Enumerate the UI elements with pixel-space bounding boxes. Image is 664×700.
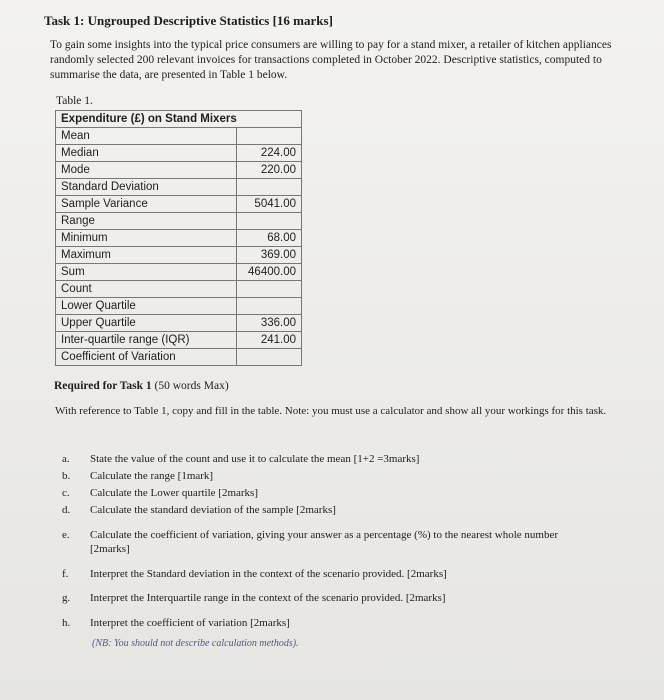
question-letter: e. — [62, 529, 70, 541]
question-letter: a. — [62, 453, 70, 465]
row-label-iqr: Inter-quartile range (IQR) — [56, 332, 237, 349]
table-row — [56, 196, 302, 213]
row-label-mean: Mean — [56, 128, 237, 145]
question-text: State the value of the count and use it to calculate the mean [1+2 =3marks] — [90, 453, 420, 465]
required-title-rest: (50 words Max) — [151, 380, 229, 392]
question-letter: b. — [62, 470, 71, 482]
table-row — [56, 162, 302, 179]
table-caption: Table 1. — [56, 95, 93, 107]
statistics-table — [55, 110, 302, 366]
table-row — [56, 128, 302, 145]
row-value-variance: 5041.00 — [237, 196, 302, 213]
table-row — [56, 349, 302, 366]
table-row — [56, 247, 302, 264]
table-row — [56, 298, 302, 315]
question-letter: g. — [62, 592, 71, 604]
calculation-note: (NB: You should not describe calculation methods). — [92, 638, 299, 649]
task-intro: To gain some insights into the typical price consumers are willing to pay for a stand mixer, a retailer of kitchen appliances randomly selected 200 relevant invoices for transactions completed in October 2022. Descriptive statistics, computed to summarise the data, are presented in Table 1 below. — [50, 39, 612, 81]
question-text: Calculate the Lower quartile [2marks] — [90, 487, 258, 499]
row-label-upper-quartile: Upper Quartile — [56, 315, 237, 332]
row-value-range — [237, 213, 302, 230]
row-label-sum: Sum — [56, 264, 237, 281]
row-label-mode: Mode — [56, 162, 237, 179]
table-header: Expenditure (£) on Stand Mixers — [56, 111, 302, 128]
row-label-lower-quartile: Lower Quartile — [56, 298, 237, 315]
question-text: Interpret the coefficient of variation [2marks] — [90, 617, 290, 629]
row-label-variance: Sample Variance — [56, 196, 237, 213]
question-e — [62, 528, 622, 558]
table-row — [56, 213, 302, 230]
required-title-bold: Required for Task 1 — [54, 380, 152, 392]
table-row — [56, 264, 302, 281]
row-value-maximum: 369.00 — [237, 247, 302, 264]
table-row — [56, 315, 302, 332]
row-value-upper-quartile: 336.00 — [237, 315, 302, 332]
row-label-median: Median — [56, 145, 237, 162]
row-label-count: Count — [56, 281, 237, 298]
question-text: Calculate the coefficient of variation, giving your answer as a percentage (%) to the nearest whole number [2marks] — [90, 529, 559, 555]
row-value-mean — [237, 128, 302, 145]
row-label-cv: Coefficient of Variation — [56, 349, 237, 366]
question-text: Calculate the standard deviation of the sample [2marks] — [90, 504, 336, 516]
row-label-maximum: Maximum — [56, 247, 237, 264]
table-header-row — [56, 111, 302, 128]
table-row — [56, 281, 302, 298]
table-row — [56, 332, 302, 349]
question-letter: c. — [62, 487, 70, 499]
row-value-cv — [237, 349, 302, 366]
question-letter: f. — [62, 568, 69, 580]
row-label-std-dev: Standard Deviation — [56, 179, 237, 196]
required-instructions: With reference to Table 1, copy and fill in the table. Note: you must use a calculator and show all your workings for this task. — [55, 405, 607, 417]
row-value-iqr: 241.00 — [237, 332, 302, 349]
table-row — [56, 145, 302, 162]
row-value-median: 224.00 — [237, 145, 302, 162]
row-label-range: Range — [56, 213, 237, 230]
task-title: Task 1: Ungrouped Descriptive Statistics [16 marks] — [44, 13, 333, 28]
row-value-minimum: 68.00 — [237, 230, 302, 247]
row-value-lower-quartile — [237, 298, 302, 315]
table-row — [56, 230, 302, 247]
required-title — [54, 380, 229, 392]
row-value-std-dev — [237, 179, 302, 196]
question-letter: d. — [62, 504, 71, 516]
row-value-sum: 46400.00 — [237, 264, 302, 281]
question-text: Interpret the Interquartile range in the context of the scenario provided. [2marks] — [90, 592, 446, 604]
table-row — [56, 179, 302, 196]
question-letter: h. — [62, 617, 71, 629]
row-value-mode: 220.00 — [237, 162, 302, 179]
question-text: Calculate the range [1mark] — [90, 470, 214, 482]
row-label-minimum: Minimum — [56, 230, 237, 247]
question-text: Interpret the Standard deviation in the context of the scenario provided. [2marks] — [90, 568, 447, 580]
row-value-count — [237, 281, 302, 298]
